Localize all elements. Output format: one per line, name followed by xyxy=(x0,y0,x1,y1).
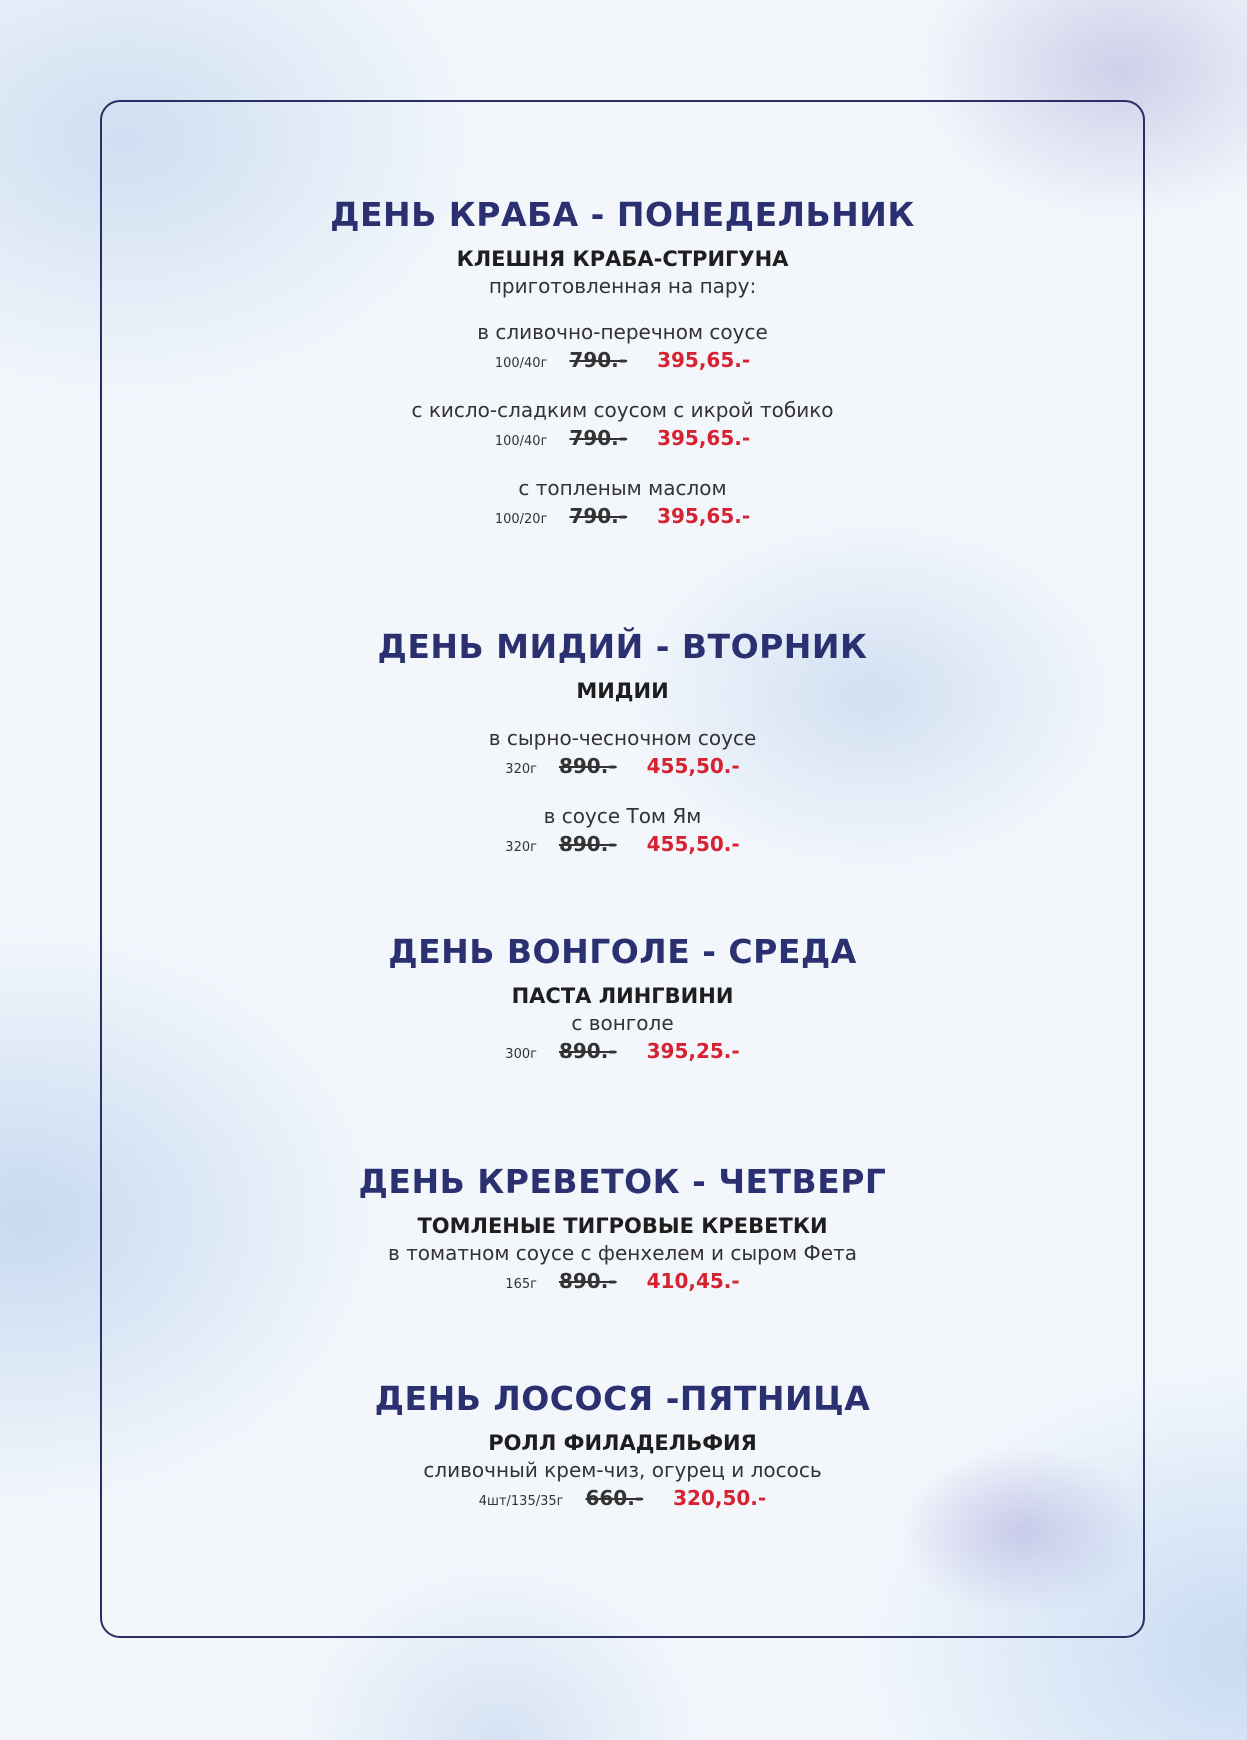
weight: 165г xyxy=(505,1277,537,1292)
new-price: 455,50.- xyxy=(646,832,740,856)
section-title: ДЕНЬ МИДИЙ - ВТОРНИК xyxy=(377,627,868,666)
variant-name: с кисло-сладким соусом с икрой тобико xyxy=(411,398,834,422)
weight: 100/40г xyxy=(494,356,548,371)
variant-name: в сливочно-перечном соусе xyxy=(477,320,768,344)
dish-name: ТОМЛЕНЫЕ ТИГРОВЫЕ КРЕВЕТКИ xyxy=(417,1214,828,1238)
variant-name: с топленым маслом xyxy=(518,476,727,500)
weight: 320г xyxy=(505,840,537,855)
dish-subtitle: сливочный крем-чиз, огурец и лосось xyxy=(423,1458,822,1482)
weight: 100/40г xyxy=(494,434,548,449)
new-price: 395,25.- xyxy=(646,1039,740,1063)
price-row xyxy=(100,345,1145,379)
section-title: ДЕНЬ ВОНГОЛЕ - СРЕДА xyxy=(388,932,857,971)
price-row xyxy=(100,829,1145,863)
new-price: 410,45.- xyxy=(646,1269,740,1293)
section-vongole xyxy=(100,932,1145,1070)
old-price: 790.- xyxy=(569,348,628,372)
old-price: 890.- xyxy=(558,754,617,778)
price-row xyxy=(100,1036,1145,1070)
dish-subtitle: приготовленная на пару: xyxy=(488,274,757,298)
old-price: 660.- xyxy=(585,1486,644,1510)
weight: 100/20г xyxy=(494,512,548,527)
dish-name: ПАСТА ЛИНГВИНИ xyxy=(511,984,734,1008)
variant-name: в сырно-чесночном соусе xyxy=(488,726,757,750)
dish-name: КЛЕШНЯ КРАБА-СТРИГУНА xyxy=(456,247,789,271)
weight: 320г xyxy=(505,762,537,777)
old-price: 890.- xyxy=(558,1039,617,1063)
dish-subtitle: с вонголе xyxy=(571,1011,674,1035)
new-price: 395,65.- xyxy=(657,504,751,528)
price-row xyxy=(100,423,1145,457)
price-row xyxy=(100,1483,1145,1517)
dish-subtitle: в томатном соусе с фенхелем и сыром Фета xyxy=(388,1241,857,1265)
section-title: ДЕНЬ КРАБА - ПОНЕДЕЛЬНИК xyxy=(330,195,915,234)
old-price: 890.- xyxy=(558,832,617,856)
new-price: 320,50.- xyxy=(673,1486,767,1510)
new-price: 455,50.- xyxy=(646,754,740,778)
price-row xyxy=(100,1266,1145,1300)
section-mussels xyxy=(100,627,1145,863)
section-salmon xyxy=(100,1379,1145,1517)
section-crab xyxy=(100,195,1145,535)
dish-name: РОЛЛ ФИЛАДЕЛЬФИЯ xyxy=(488,1431,757,1455)
new-price: 395,65.- xyxy=(657,426,751,450)
old-price: 790.- xyxy=(569,426,628,450)
weight: 4шт/135/35г xyxy=(478,1494,564,1509)
price-row xyxy=(100,501,1145,535)
section-title: ДЕНЬ КРЕВЕТОК - ЧЕТВЕРГ xyxy=(358,1162,887,1201)
section-shrimp xyxy=(100,1162,1145,1300)
variant-name: в соусе Том Ям xyxy=(543,804,702,828)
dish-name: МИДИИ xyxy=(576,679,669,703)
old-price: 890.- xyxy=(558,1269,617,1293)
new-price: 395,65.- xyxy=(657,348,751,372)
weight: 300г xyxy=(505,1047,537,1062)
old-price: 790.- xyxy=(569,504,628,528)
price-row xyxy=(100,751,1145,785)
section-title: ДЕНЬ ЛОСОСЯ -ПЯТНИЦА xyxy=(374,1379,871,1418)
